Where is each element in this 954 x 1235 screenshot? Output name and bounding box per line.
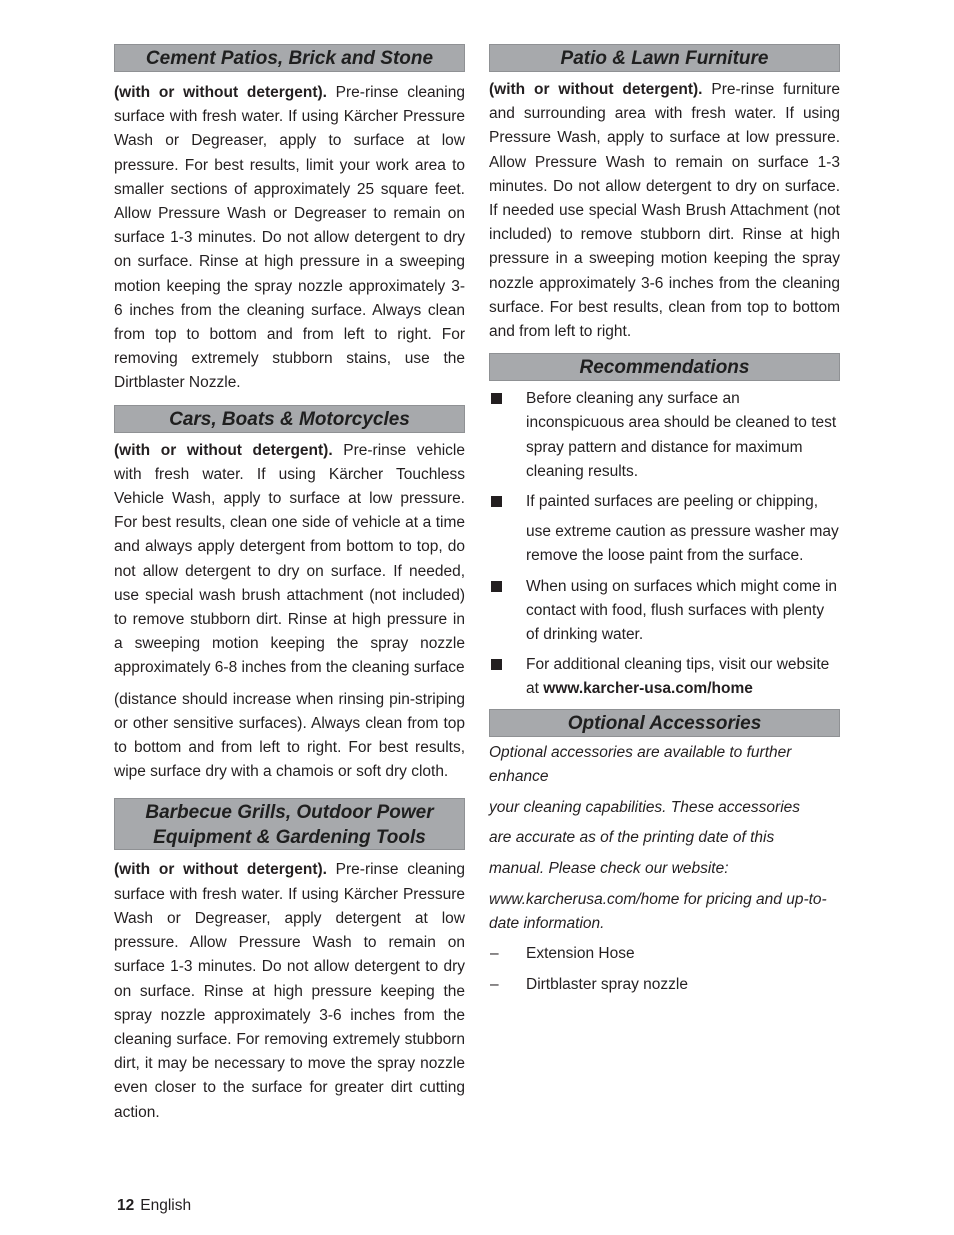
website-link[interactable]: www.karcher-usa.com/home [543, 680, 753, 698]
detergent-note: (with or without detergent). [489, 81, 703, 98]
accessory-item [489, 942, 840, 966]
recommendation-item [489, 490, 840, 569]
recommendation-text: If painted surfaces are peeling or chipping, [526, 493, 819, 511]
accessory-name: Extension Hose [526, 945, 635, 963]
paragraph-text: Pre-rinse furniture and surrounding area with fresh water. If using Pressure Wash, apply to surface at low pressure. Allow Pressure Wash to remain on surface 1-3 minutes. Do not allow detergent to dry on surface. If needed use special Wash Brush Attachment (not included) to remove stubborn dirt. Rinse at high pressure in a sweeping motion keeping the spray nozzle approximately 3-6 inches from the cleaning surface. For best results, clean from top to bottom and from left to right. [489, 81, 840, 341]
square-bullet-icon [491, 393, 502, 404]
paragraph-text: Pre-rinse vehicle with fresh water. If using Kärcher Touchless Vehicle Wash, apply to surface at low pressure. For best results, clean one side of vehicle at a time and always apply detergent from bottom to top, do not allow detergent to dry on surface. If needed, use special wash brush attachment (not included) to remove stubborn dirt. Rinse at high pressure in a sweeping motion keeping the spray nozzle approximately 6-8 inches from the cleaning surface [114, 441, 465, 677]
recommendation-text: Before cleaning any surface an inconspicuous area should be cleaned to test spray pattern and distance for maximum cleaning results. [526, 390, 837, 480]
dash-bullet: – [490, 976, 499, 994]
heading-line: Equipment & Gardening Tools [153, 827, 426, 849]
detergent-note: (with or without detergent). [114, 861, 327, 879]
paragraph-text: Pre-rinse cleaning surface with fresh water. If using Kärcher Pressure Wash or Degreaser, apply detergent at low pressure. Allow Pressure Wash to remain on surface 1-3 minutes. Do not allow detergent to dry on surface. Rinse at high pressure keeping the spray nozzle approximately 3-6 inches from the cleaning surface. For removing extremely stubborn dirt, it may be necessary to move the spray nozzle even closer to the surface for greater dirt cutting action. [114, 861, 465, 1121]
recommendation-text-part: For additional cleaning tips, visit our website at [526, 656, 830, 698]
accessory-name: Dirtblaster spray nozzle [526, 976, 688, 994]
accessories-intro-line: www.karcherusa.com/home for pricing and up-to-date information. [489, 890, 827, 932]
section-heading-patio-furniture: Patio & Lawn Furniture [489, 44, 840, 72]
accessory-item [489, 973, 840, 997]
recommendation-text: use extreme caution as pressure washer may remove the loose paint from the surface. [526, 523, 839, 565]
page-number: 12 [117, 1197, 135, 1214]
left-column [114, 44, 465, 1125]
paragraph-text: Pre-rinse cleaning surface with fresh water. If using Kärcher Pressure Wash or Degreaser, apply to surface at low pressure. For best results, limit your work area to smaller sections of approximately 25 square feet. Allow Pressure Wash or Degreaser to remain on surface 1-3 minutes. Do not allow detergent to dry on surface. Rinse at high pressure in a sweeping motion keeping the spray nozzle approximately 3- 6 inches from the cleaning surface. Always clean from top to bottom and from left to right. For removing extremely stubborn stains, use the Dirtblaster Nozzle. [114, 84, 465, 392]
section-heading-recommendations: Recommendations [489, 353, 840, 381]
heading-line: Barbecue Grills, Outdoor Power [145, 802, 434, 824]
recommendation-text [526, 653, 840, 701]
accessories-list [489, 942, 840, 997]
footer-language: English [140, 1197, 192, 1214]
detergent-note: (with or without detergent). [114, 84, 327, 101]
detergent-note: (with or without detergent). [114, 441, 333, 459]
accessories-intro-line: your cleaning capabilities. These accessories [489, 798, 801, 816]
dash-bullet: – [490, 945, 499, 963]
recommendation-item [489, 387, 840, 484]
accessories-intro [489, 741, 840, 936]
section-heading-cement-patios: Cement Patios, Brick and Stone [114, 44, 465, 72]
section-heading-cars-boats: Cars, Boats & Motorcycles [114, 405, 465, 433]
square-bullet-icon [491, 496, 502, 507]
recommendations-list [489, 387, 840, 701]
accessories-intro-line: Optional accessories are available to further enhance [489, 743, 792, 785]
section-body-patio-furniture [489, 78, 840, 344]
square-bullet-icon [491, 659, 502, 670]
accessories-intro-line: manual. Please check our website: [489, 859, 729, 877]
right-column [489, 44, 840, 998]
section-heading-optional-accessories: Optional Accessories [489, 709, 840, 737]
accessories-intro-line: are accurate as of the printing date of this [489, 829, 775, 847]
section-body-cars-boats-continued: (distance should increase when rinsing pin-striping or other sensitive surfaces). Always clean from top to bottom and from left to right. For best results, wipe surface dry with a chamois or soft dry cloth. [114, 690, 465, 781]
section-heading-barbecue-grills [114, 798, 465, 850]
section-body-barbecue-grills [114, 858, 465, 1124]
section-body-cars-boats [114, 439, 465, 681]
page-footer [117, 1196, 191, 1216]
recommendation-item [489, 575, 840, 648]
recommendation-text: When using on surfaces which might come in contact with food, flush surfaces with plenty of drinking water. [526, 577, 838, 644]
recommendation-item [489, 653, 840, 701]
square-bullet-icon [491, 581, 502, 592]
section-body-cement-patios [114, 81, 465, 396]
